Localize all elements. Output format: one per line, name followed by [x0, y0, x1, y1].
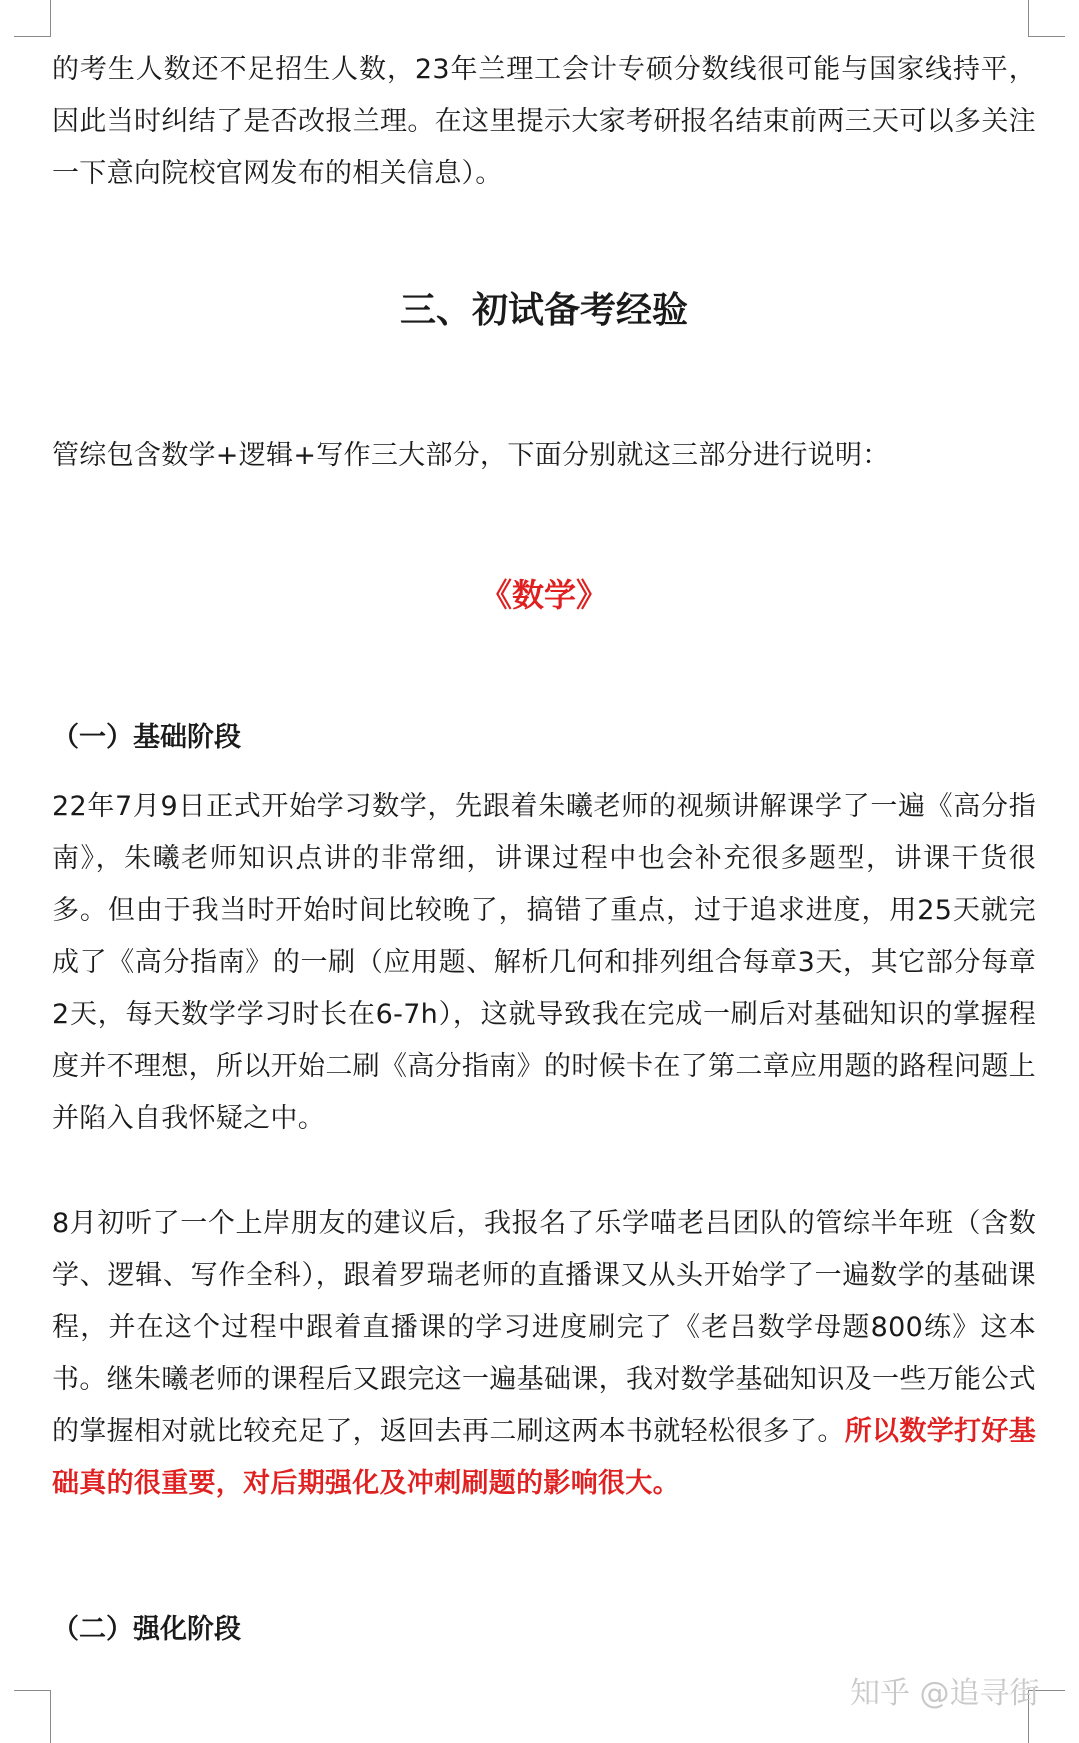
stage2-heading: （二）强化阶段 [52, 1614, 241, 1645]
page-corner-mark-top-right [1028, 0, 1065, 37]
page-corner-mark-bottom-left [14, 1690, 51, 1743]
stage1-paragraph-1: 22年7月9日正式开始学习数学，先跟着朱曦老师的视频讲解课学了一遍《高分指南》，朱曦老师知识点讲的非常细，讲课过程中也会补充很多题型，讲课干货很多。但由于我当时开始时间比较晚了，搞错了重点，过于追求进度，用25天就完成了《高分指南》的一刷（应用题、解析几何和排列组合每章3天，其它部分每章2天，每天数学学习时长在6-7h），这就导致我在完成一刷后对基础知识的掌握程度并不理想，所以开始二刷《高分指南》的时候卡在了第二章应用题的路程问题上并陷入自我怀疑之中。 [52, 791, 1036, 1134]
stage1-paragraph-2-emphasis: 所以数学打好基础真的很重要，对后期强化及冲刺刷题的影响很大。 [52, 1416, 1036, 1499]
section3-heading: 三、初试备考经验 [399, 290, 688, 331]
stage1-heading: （一）基础阶段 [52, 722, 241, 753]
section1-tail-paragraph: 的考生人数还不足招生人数，23年兰理工会计专硕分数线很可能与国家线持平，因此当时纠结了是否改报兰理。在这里提示大家考研报名结束前两三天可以多关注一下意向院校官网发布的相关信息）。 [52, 54, 1036, 189]
math-heading: 《数学》 [479, 576, 608, 614]
stage1-paragraph-2-text: 8月初听了一个上岸朋友的建议后，我报名了乐学喵老吕团队的管综半年班（含数学、逻辑、写作全科），跟着罗瑞老师的直播课又从头开始学了一遍数学的基础课程，并在这个过程中跟着直播课的学习进度刷完了《老吕数学母题800练》这本书。继朱曦老师的课程后又跟完这一遍基础课，我对数学基础知识及一些万能公式的掌握相对就比较充足了，返回去再二刷这两本书就轻松很多了。 [52, 1208, 1036, 1447]
stage1-paragraph-2 [52, 1198, 1036, 1510]
zhihu-watermark: 知乎 @追寻街 [850, 1676, 1040, 1711]
page-corner-mark-top-left [14, 0, 51, 37]
intro-paragraph: 管综包含数学+逻辑+写作三大部分，下面分别就这三部分进行说明： [52, 440, 890, 471]
